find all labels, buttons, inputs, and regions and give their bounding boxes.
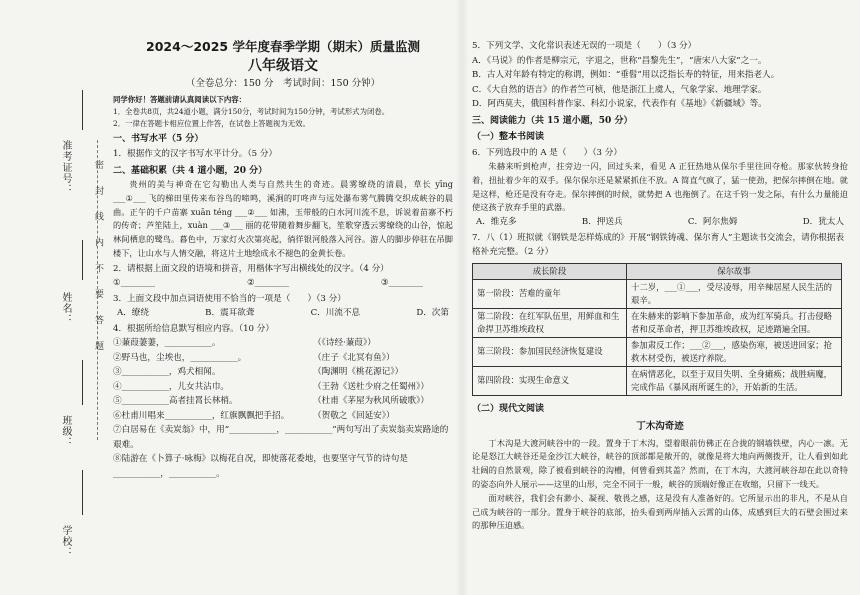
option-a: A．缭绕 (117, 308, 149, 319)
subsection-2-heading: （二）现代文阅读 (472, 403, 545, 414)
table-cell: 参加肃反工作；___②___，感染伤寒，被送进回家；抢救木材受伤，被送疗养院。 (627, 337, 842, 366)
poem-line-3 (113, 365, 453, 380)
table-header-row (473, 263, 842, 279)
reading-passage: 贵州的美与神奇在它勾勒出人类与自然共生的奇迹。晨雾缭绕的清晨，草长 yīng ___①___ 飞的梯田里传来布谷鸟的啼鸣，溪涧的叮咚声与远处瀑布雾气腾腾交织成峡谷的晨曲。正午的千户苗寨 xuān téng ___②___ 如沸，玉带般的白水河川流不息，诉说着苗寨不朽的传奇；芦笙陆上，xuàn ___③___ 丽的花带随着舞步翻飞，笙歌穿透云雾缭绕的山谷，惊起林间栖息的鹭鸟。暮色中，万家灯火次第亮起，徜徉银河般落入河谷。游人的脚步停驻在吊脚楼下，让山水与人情交融，将这片土地绘成永不褪色的金黄长卷。 (113, 179, 453, 258)
poem-blank: ①蒹葭萋萋，___________。 (113, 338, 221, 349)
class-label: 班级： (60, 415, 71, 448)
table-cell: 在病情恶化，以至于双目失明、全身瘫痪；战胜病魔，完成作品《暴风雨所诞生的》，开始新的生活。 (627, 366, 842, 395)
question-3-options (113, 306, 453, 321)
question-5-option-b: B．古人对年龄有特定的称谓，例如：“垂髫”用以泛指长寿的特征，用来指老人。 (472, 70, 780, 80)
poem-source: （杜甫《茅屋为秋风所破歌》） (313, 396, 430, 407)
class-line (82, 360, 83, 405)
exam-meta: （全卷总分：150 分 考试时间：150 分钟） (185, 78, 381, 89)
article-paragraph-1: 丁木沟是大渡河峡谷中的一段。置身于丁木沟，望着眼前仿佛正在合拢的钢墙铁壁，内心一凛。无论是怒江大峡谷还是金沙江大峡谷，峡谷的顶部都是敞开的，就像是将大地向两侧拨开，让人看到如此壮阔的自然景观，除了被看到峡谷的沟槽，何曾看到其盖？然而，在丁木沟，大渡河峡谷却在此以奇特的姿态向外人展示——这里的山形，完全不同于一般，峡谷的顶端好像正在收缩，只留下一线天。 (472, 437, 848, 490)
school-label: 学校： (60, 525, 71, 558)
poem-blank: ②野马也，尘埃也，___________。 (113, 352, 247, 363)
poem-source: （《诗经·蒹葭》） (313, 338, 376, 349)
poem-source: （王勃《送杜少府之任蜀州》） (313, 381, 430, 392)
poem-line-8: ⑧陆游在《卜算子·咏梅》以梅花自况，即使落花委地，也要坚守气节的诗句是___________，___________。 (113, 454, 408, 479)
question-2: 2．请根据上面文段的语境和拼音，用楷体字写出横线处的汉字。（4 分） (113, 263, 389, 274)
option-c: C．阿尔焦姆 (687, 217, 738, 228)
table-row (473, 308, 842, 337)
option-d: D．犹太人 (802, 217, 844, 228)
seal-text: 密 封 线 内 不 要 答 题 (93, 160, 103, 358)
article-title: 丁木沟奇迹 (636, 421, 684, 433)
left-column (113, 38, 453, 481)
poem-line-2 (113, 351, 453, 366)
question-5-option-d: D．阿西莫夫，俄国科普作家、科幻小说家，代表作有《基地》《新疆域》等。 (472, 99, 767, 109)
notice-item-2: 2．一律在答题卡相应位置上作答，在试卷上答题视为无效。 (113, 118, 310, 128)
right-column (472, 38, 848, 533)
question-1: 1．根据作文的汉字书写水平计分。（5 分） (113, 149, 278, 159)
school-line (82, 470, 83, 515)
option-d: D．次第 (416, 308, 449, 319)
blank-1: ①________ (113, 278, 156, 289)
exam-number-line (82, 90, 83, 130)
poem-blank: ③___________，鸡犬相闻。 (113, 367, 221, 378)
question-4: 4．根据所给信息默写相应内容。（10 分） (113, 323, 274, 334)
poem-line-5 (113, 394, 453, 409)
notice-title: 同学你好！答题前请认真阅读以下内容： (113, 94, 247, 104)
question-5-option-c: C．《大自然的语言》的作者竺可桢，他是浙江上虞人，气象学家、地理学家。 (472, 84, 767, 95)
option-b: B．押送兵 (581, 217, 623, 228)
table-cell: 第四阶段：实现生命意义 (473, 366, 627, 395)
story-table (472, 263, 842, 396)
poem-source: （庄子《北冥有鱼》） (313, 352, 395, 363)
table-cell: 第二阶段：在红军队伍里，用鲜血和生命捍卫苏维埃政权 (473, 308, 627, 337)
question-5-option-a: A．《马说》的作者是柳宗元，字退之，世称“昌黎先生”，“唐宋八大家”之一。 (472, 55, 767, 66)
option-c: C．川流不息 (310, 308, 361, 319)
poem-line-7: ⑦白居易在《卖炭翁》中，用“___________，___________”两句写出了卖炭翁卖炭路途的艰难。 (113, 425, 449, 450)
table-cell: 第三阶段：参加国民经济恢复建设 (473, 337, 627, 366)
table-header: 保尔故事 (627, 263, 842, 279)
poem-line-1 (113, 336, 453, 351)
blank-3: ③________ (380, 278, 423, 289)
option-a: A．维克多 (476, 217, 517, 228)
question-6-excerpt: 朱赫来听到枪声，拄旁边一闪，回过头来，看见 A 正狂热地从保尔手里往回夺枪。那家伙转身抢着，扭扯着少年的双手。保尔保尔还是紧紧抓住不放。A 简直气疯了，猛一使劲，把保尔摔倒在地。就是这样，枪还是没有夺走。保尔摔倒的时候，就势把 A 也拖倒了。在这千钧一发之际，有什么力量能迫使这孩子放弃手里的武器。 (472, 161, 848, 213)
name-label: 姓名： (60, 292, 71, 325)
poem-line-6 (113, 409, 453, 424)
notice-block (113, 94, 453, 130)
exam-number-label: 准考证号： (60, 140, 71, 195)
section-2-heading: 二、基础积累（共 4 道小题，20 分） (113, 165, 268, 176)
poem-blank: ④___________，儿女共沾巾。 (113, 381, 230, 392)
question-2-blanks (113, 276, 453, 291)
table-row (473, 279, 842, 308)
section-3-heading: 三、阅读能力（共 15 道小题，50 分） (472, 115, 633, 126)
question-6-options (472, 215, 848, 230)
poem-source: （陶渊明《桃花源记》） (313, 367, 404, 378)
binding-margin (0, 0, 120, 595)
table-row (473, 366, 842, 395)
exam-title: 2024～2025 学年度春季学期（期末）质量监测 (146, 39, 420, 54)
table-cell: 十二岁，___①___，受尽凌辱，用辛辣居屋人民生活的艰辛。 (627, 279, 842, 308)
subsection-1-heading: （一）整本书阅读 (472, 132, 545, 142)
poem-blank: ⑤___________高者挂罥长林梢。 (113, 396, 238, 407)
option-b: B．震耳欲聋 (205, 308, 255, 319)
name-line (82, 240, 83, 280)
notice-item-1: 1．全卷共8页，共24道小题，满分150分，考试时间为150分钟，考试形式为闭卷。 (113, 106, 390, 116)
article-paragraph-2: 面对峡谷，我们会有渺小、凝视、敬畏之感，这是没有人准备好的。它所显示出的非凡，不是从自己成为峡谷的一部分。置身于峡谷的底部，抬头看到两岸插入云霄的山体，成感到巨大的石壁会围过来的那种压迫感。 (472, 492, 848, 531)
blank-2: ②________ (246, 278, 290, 289)
exam-subject: 八年级语文 (248, 57, 318, 74)
poem-blank: ⑥杜甫川唱来___________，红旗飘飘把手招。 (113, 410, 290, 421)
question-3: 3．上面文段中加点词语使用不恰当的一项是（ ）（3 分） (113, 293, 346, 304)
question-6: 6．下列选段中的 A 是（ ）（3 分） (472, 147, 622, 158)
question-7: 7．八（1）班拟就《钢铁是怎样炼成的》开展“钢铁铸魂、保尔育人”主题读书交流会，请你根据表格补充完整。（2 分） (472, 232, 845, 258)
table-row (473, 337, 842, 366)
table-cell: 第一阶段：苦难的童年 (473, 279, 627, 308)
table-header: 成长阶段 (473, 263, 627, 279)
poem-source: （贺敬之《回延安》） (313, 410, 395, 421)
poem-line-4 (113, 380, 453, 395)
section-1-heading: 一、书写水平（5 分） (113, 133, 204, 144)
table-cell: 在朱赫来的影响下参加革命，成为红军骑兵。打击侵略者和反革命者，押卫苏维埃政权，足迹踏遍全国。 (627, 308, 842, 337)
page-fold (455, 0, 469, 595)
question-5: 5．下列文学、文化常识表述无误的一项是（ ）（3 分） (472, 41, 697, 51)
